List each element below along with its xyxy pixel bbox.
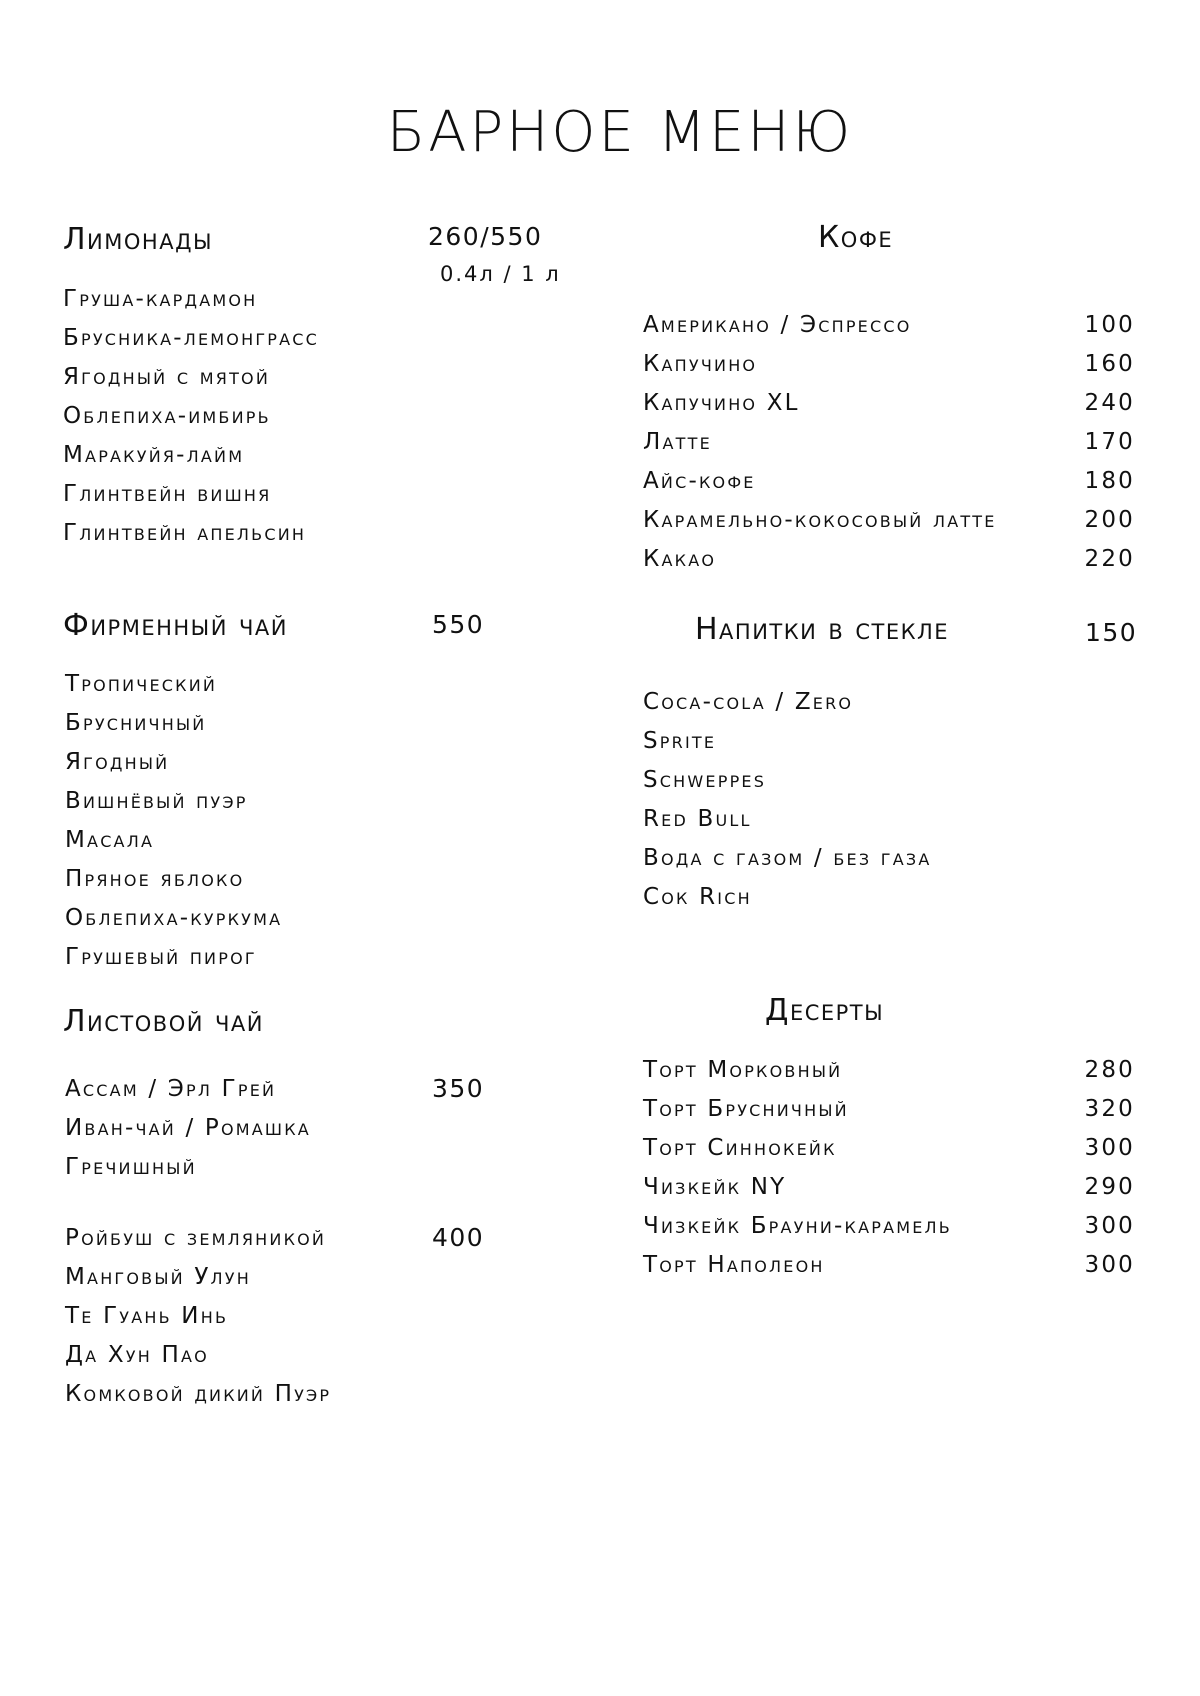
list-item: Чизкейк NY bbox=[643, 1174, 787, 1200]
list-item: Брусничный bbox=[65, 710, 207, 736]
list-item: Облепиха-имбирь bbox=[63, 403, 271, 429]
list-item: Облепиха-куркума bbox=[65, 905, 283, 931]
item-price: 200 bbox=[1084, 507, 1135, 533]
item-price: 290 bbox=[1084, 1174, 1135, 1200]
item-price: 320 bbox=[1084, 1096, 1135, 1122]
list-item: Ассам / Эрл Грей bbox=[65, 1076, 277, 1102]
page-title: БАРНОЕ МЕНЮ bbox=[386, 100, 854, 165]
leaf-tea-group1-list bbox=[65, 1070, 311, 1187]
list-item: Coca-cola / Zero bbox=[643, 689, 854, 715]
list-item: Глинтвейн вишня bbox=[63, 481, 272, 507]
list-item: Американо / Эспрессо bbox=[643, 312, 912, 338]
leaf-tea-price-350: 350 bbox=[432, 1074, 485, 1103]
item-price: 170 bbox=[1084, 429, 1135, 455]
leaf-tea-price-400: 400 bbox=[432, 1223, 485, 1252]
coffee-prices bbox=[1065, 306, 1135, 579]
list-item: Торт Брусничный bbox=[643, 1096, 849, 1122]
list-item: Ройбуш с земляникой bbox=[65, 1225, 327, 1251]
list-item: Гречишный bbox=[65, 1154, 197, 1180]
bottled-title: Напитки в стекле bbox=[695, 612, 950, 647]
item-price: 300 bbox=[1084, 1213, 1135, 1239]
list-item: Ягодный с мятой bbox=[63, 364, 271, 390]
list-item: Те Гуань Инь bbox=[65, 1303, 229, 1329]
list-item: Red Bull bbox=[643, 806, 752, 832]
list-item: Какао bbox=[643, 546, 717, 572]
desserts-prices bbox=[1065, 1051, 1135, 1285]
list-item: Пряное яблоко bbox=[65, 866, 245, 892]
list-item: Капучино bbox=[643, 351, 758, 377]
list-item: Глинтвейн апельсин bbox=[63, 520, 307, 546]
list-item: Карамельно-кокосовый латте bbox=[643, 507, 997, 533]
list-item: Масала bbox=[65, 827, 155, 853]
leaf-tea-group2-list bbox=[65, 1219, 331, 1414]
list-item: Вишнёвый пуэр bbox=[65, 788, 248, 814]
list-item: Груша-кардамон bbox=[63, 286, 258, 312]
list-item: Тропический bbox=[65, 671, 218, 697]
signature-tea-list bbox=[65, 665, 282, 977]
item-price: 240 bbox=[1084, 390, 1135, 416]
item-price: 220 bbox=[1084, 546, 1135, 572]
coffee-list bbox=[643, 306, 997, 579]
list-item: Манговый Улун bbox=[65, 1264, 251, 1290]
list-item: Грушевый пирог bbox=[65, 944, 257, 970]
list-item: Брусника-лемонграсс bbox=[63, 325, 320, 351]
list-item: Латте bbox=[643, 429, 712, 455]
lemonades-list bbox=[63, 280, 319, 553]
list-item: Маракуйя-лайм bbox=[63, 442, 245, 468]
item-price: 280 bbox=[1084, 1057, 1135, 1083]
bottled-price: 150 bbox=[1085, 618, 1138, 647]
list-item: Торт Наполеон bbox=[643, 1252, 825, 1278]
lemonades-title: Лимонады bbox=[63, 222, 214, 257]
list-item: Schweppes bbox=[643, 767, 767, 793]
coffee-title: Кофе bbox=[818, 220, 894, 255]
list-item: Комковой дикий Пуэр bbox=[65, 1381, 332, 1407]
list-item: Торт Синнокейк bbox=[643, 1135, 837, 1161]
item-price: 180 bbox=[1084, 468, 1135, 494]
lemonades-price: 260/550 bbox=[428, 222, 543, 251]
list-item: Sprite bbox=[643, 728, 717, 754]
bottled-list bbox=[643, 683, 932, 917]
item-price: 160 bbox=[1084, 351, 1135, 377]
list-item: Сок Rich bbox=[643, 884, 752, 910]
list-item: Торт Морковный bbox=[643, 1057, 843, 1083]
list-item: Айс-кофе bbox=[643, 468, 756, 494]
signature-tea-title: Фирменный чай bbox=[63, 608, 288, 643]
signature-tea-price: 550 bbox=[432, 610, 485, 639]
list-item: Ягодный bbox=[65, 749, 170, 775]
item-price: 300 bbox=[1084, 1135, 1135, 1161]
desserts-title: Десерты bbox=[765, 993, 885, 1028]
list-item: Иван-чай / Ромашка bbox=[65, 1115, 311, 1141]
list-item: Да Хун Пао bbox=[65, 1342, 209, 1368]
desserts-list bbox=[643, 1051, 952, 1285]
item-price: 100 bbox=[1084, 312, 1135, 338]
list-item: Чизкейк Брауни-карамель bbox=[643, 1213, 952, 1239]
list-item: Вода с газом / без газа bbox=[643, 845, 932, 871]
leaf-tea-title: Листовой чай bbox=[63, 1004, 264, 1039]
list-item: Капучино XL bbox=[643, 390, 800, 416]
lemonades-volume: 0.4л / 1 л bbox=[440, 262, 561, 286]
item-price: 300 bbox=[1084, 1252, 1135, 1278]
